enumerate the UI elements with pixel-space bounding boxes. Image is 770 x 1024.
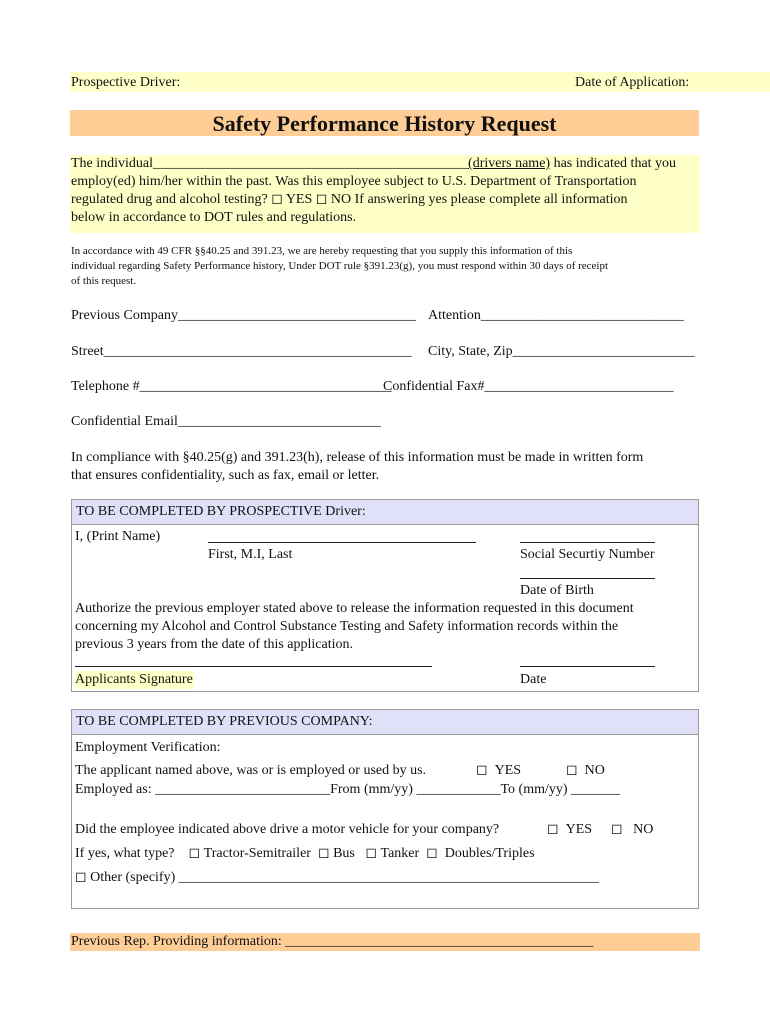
telephone-field[interactable] xyxy=(71,378,392,396)
cfr-notice-line2: individual regarding Safety Performance history, Under DOT rule §391.23(g), you must respond within 30 days of receipt xyxy=(71,260,609,272)
previous-company-field[interactable] xyxy=(71,307,416,325)
tanker-label: Tanker xyxy=(380,846,420,861)
previous-company-blank[interactable]: __________________________________ xyxy=(177,308,416,323)
city-state-zip-blank[interactable]: __________________________ xyxy=(512,344,695,359)
attention-label: Attention xyxy=(428,308,481,323)
other-label: Other (specify) xyxy=(90,870,179,885)
employed-as-row[interactable] xyxy=(75,781,620,799)
employment-verification-label: Employment Verification: xyxy=(75,740,221,755)
prospective-driver-heading: TO BE COMPLETED BY PROSPECTIVE Driver: xyxy=(72,500,698,525)
street-field[interactable] xyxy=(71,343,412,361)
previous-rep-label: Previous Rep. Providing information: xyxy=(71,934,286,949)
employed-no-label: NO xyxy=(584,763,605,778)
cfr-notice-line1: In accordance with 49 CFR §§40.25 and 391.23, we are hereby requesting that you supply this information of this xyxy=(71,245,573,257)
confidential-fax-field[interactable] xyxy=(383,378,674,396)
signature-date-label: Date xyxy=(520,672,547,687)
city-state-zip-label: City, State, Zip xyxy=(428,344,513,359)
attention-field[interactable] xyxy=(428,307,684,325)
bus-label: Bus xyxy=(333,846,355,861)
dob-label: Date of Birth xyxy=(520,583,594,598)
header-bar xyxy=(70,72,770,92)
bus-checkbox[interactable]: ◻ xyxy=(317,846,330,861)
drive-no-checkbox[interactable]: ◻ xyxy=(611,822,623,837)
authorize-line2: concerning my Alcohol and Control Substance Testing and Safety information records within the xyxy=(75,619,619,634)
intro-individual-label: The individual xyxy=(71,156,154,171)
drive-no-label: NO xyxy=(633,822,654,837)
confidential-email-blank[interactable]: _____________________________ xyxy=(177,414,381,429)
first-mi-last-label: First, M.I, Last xyxy=(208,547,293,562)
authorize-line3: previous 3 years from the date of this application. xyxy=(75,637,353,652)
previous-rep-bar xyxy=(70,933,700,951)
confidential-fax-label: Confidential Fax# xyxy=(383,379,485,394)
previous-company-heading: TO BE COMPLETED BY PREVIOUS COMPANY: xyxy=(72,710,698,735)
tractor-checkbox[interactable]: ◻ xyxy=(188,846,201,861)
applicants-signature-label: Applicants Signature xyxy=(75,672,193,687)
drive-yes-checkbox[interactable]: ◻ xyxy=(547,822,559,837)
ssn-line[interactable] xyxy=(520,542,655,543)
employed-question: The applicant named above, was or is employed or used by us. xyxy=(75,763,427,778)
city-state-zip-field[interactable] xyxy=(428,343,695,361)
testing-no-checkbox[interactable]: ◻ xyxy=(315,192,328,207)
employed-yes-option[interactable] xyxy=(476,762,521,780)
other-checkbox[interactable]: ◻ xyxy=(75,870,87,885)
intro-line4: below in accordance to DOT rules and regulations. xyxy=(71,210,357,225)
to-label: To (mm/yy) xyxy=(500,782,572,797)
dob-line[interactable] xyxy=(520,578,655,579)
previous-rep-blank[interactable]: ____________________________________________ xyxy=(285,934,594,949)
doubles-checkbox[interactable]: ◻ xyxy=(426,846,438,861)
prospective-driver-section xyxy=(71,499,699,692)
cfr-notice-line3: of this request. xyxy=(71,275,137,287)
employed-as-blank[interactable]: _________________________ xyxy=(155,782,331,797)
previous-rep-row[interactable] xyxy=(71,933,593,951)
other-row[interactable] xyxy=(75,869,599,887)
intro-line2: employ(ed) him/her within the past. Was this employee subject to U.S. Department of Transportation xyxy=(71,174,637,189)
compliance-line1: In compliance with §40.25(g) and 391.23(h), release of this information must be made in written form xyxy=(71,450,644,465)
tractor-label: Tractor-Semitrailer xyxy=(203,846,311,861)
drive-question: Did the employee indicated above drive a motor vehicle for your company? xyxy=(75,822,500,837)
drive-yes-option[interactable] xyxy=(547,821,592,839)
attention-blank[interactable]: _____________________________ xyxy=(480,308,684,323)
signature-line[interactable] xyxy=(75,666,432,667)
ssn-label: Social Securtiy Number xyxy=(520,547,655,562)
signature-date-line[interactable] xyxy=(520,666,655,667)
from-label: From (mm/yy) xyxy=(330,782,417,797)
employed-no-checkbox[interactable]: ◻ xyxy=(566,763,578,778)
testing-yes-checkbox[interactable]: ◻ xyxy=(271,192,283,207)
previous-company-label: Previous Company xyxy=(71,308,178,323)
testing-yes-label: YES xyxy=(282,192,316,207)
street-label: Street xyxy=(71,344,104,359)
employed-no-option[interactable] xyxy=(566,762,605,780)
employed-yes-checkbox[interactable]: ◻ xyxy=(476,763,488,778)
drivers-name-blank[interactable]: _____________________________________________ xyxy=(153,156,469,171)
telephone-blank[interactable]: ____________________________________ xyxy=(139,379,392,394)
to-blank[interactable]: _______ xyxy=(571,782,621,797)
compliance-line2: that ensures confidentiality, such as fax, email or letter. xyxy=(71,468,380,483)
drive-no-option[interactable] xyxy=(611,821,653,839)
drive-yes-label: YES xyxy=(565,822,593,837)
confidential-email-field[interactable] xyxy=(71,413,381,431)
other-blank[interactable]: ____________________________________________________________ xyxy=(178,870,599,885)
street-blank[interactable]: ____________________________________________ xyxy=(103,344,412,359)
employed-as-label: Employed as: xyxy=(75,782,156,797)
from-blank[interactable]: ____________ xyxy=(416,782,501,797)
if-yes-label: If yes, what type? xyxy=(75,846,175,861)
page-title-bar xyxy=(70,110,699,136)
intro-paragraph xyxy=(70,155,700,233)
print-name-label: I, (Print Name) xyxy=(75,529,161,544)
intro-line3-question: regulated drug and alcohol testing? xyxy=(71,192,272,207)
authorize-line1: Authorize the previous employer stated above to release the information requested in this document xyxy=(75,601,634,616)
testing-no-label: NO If answering yes please complete all information xyxy=(327,192,628,207)
tanker-checkbox[interactable]: ◻ xyxy=(365,846,377,861)
employed-yes-label: YES xyxy=(494,763,522,778)
intro-line1-end: has indicated that you xyxy=(550,156,677,171)
telephone-label: Telephone # xyxy=(71,379,140,394)
vehicle-type-row xyxy=(75,845,535,863)
confidential-email-label: Confidential Email xyxy=(71,414,178,429)
drivers-name-label: (drivers name) xyxy=(468,156,551,171)
date-of-application-label: Date of Application: xyxy=(575,75,690,90)
confidential-fax-blank[interactable]: ___________________________ xyxy=(484,379,674,394)
page-title: Safety Performance History Request xyxy=(212,111,557,136)
print-name-line[interactable] xyxy=(208,542,476,543)
doubles-label: Doubles/Triples xyxy=(444,846,535,861)
prospective-driver-label: Prospective Driver: xyxy=(71,75,181,90)
